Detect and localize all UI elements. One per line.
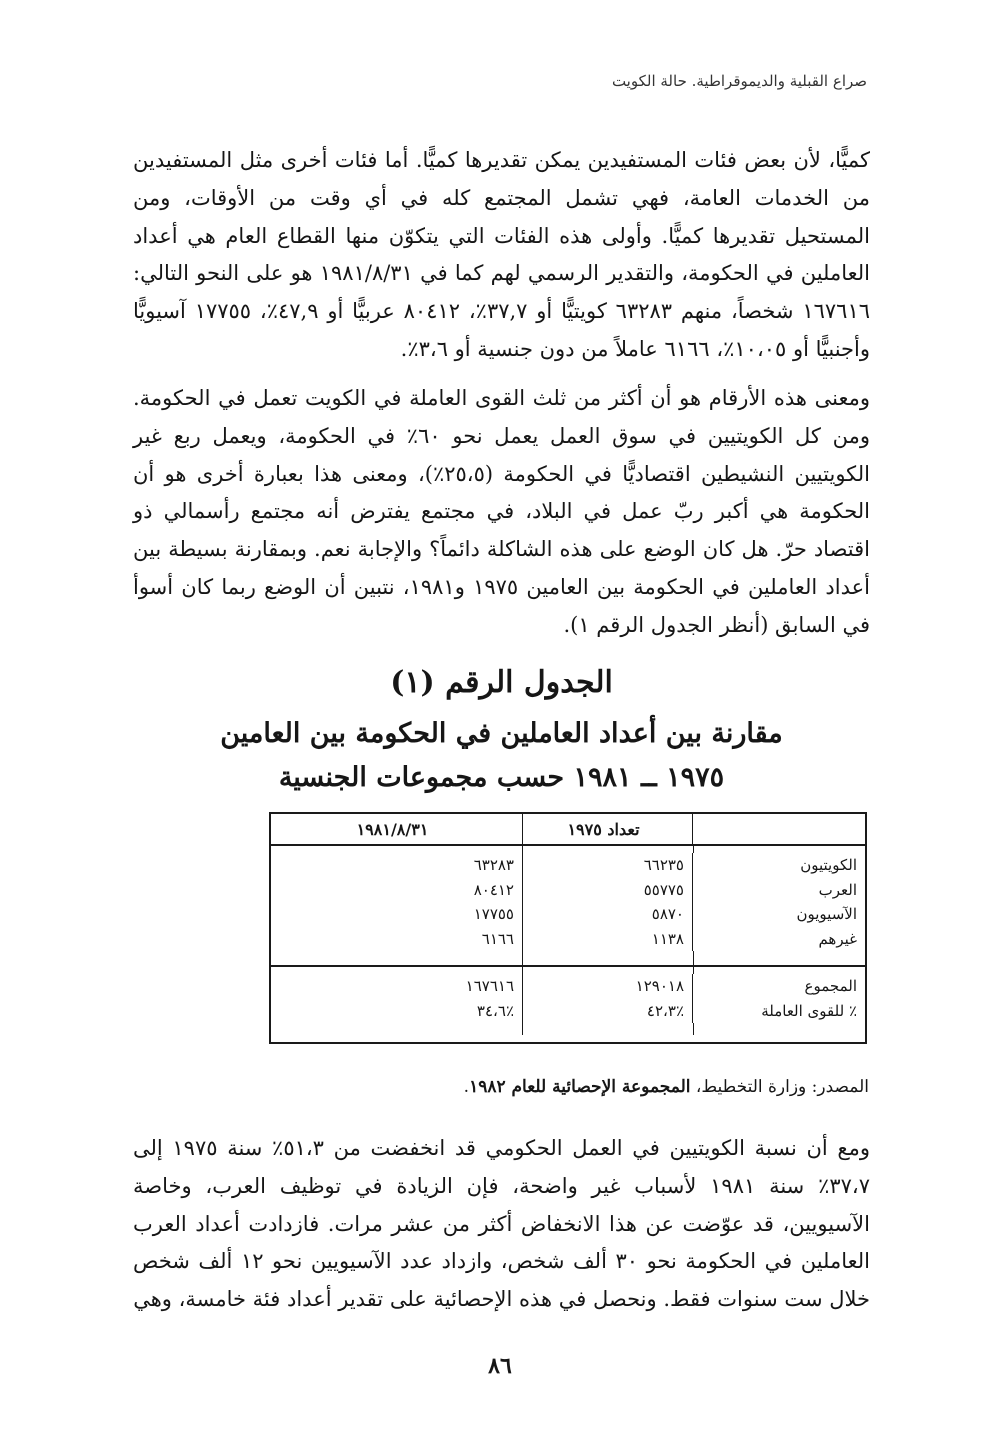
row-label: الآسيويون <box>796 905 857 924</box>
header-1975: تعداد ١٩٧٥ <box>523 814 693 844</box>
value-1975: ٥٨٧٠ <box>523 902 693 927</box>
source-title: المجموعة الإحصائية للعام ١٩٨٢ <box>469 1077 691 1097</box>
paragraph-2: ومعنى هذه الأرقام هو أن أكثر من ثلث القوى العاملة في الكويت تعمل في الحكومة. ومن كل الكويتيين في سوق العمل يعمل نحو ٦٠٪ في الحكومة، ويعمل ربع غير الكويتيين النشيطين اقتصاديًّا في الحكومة (٢٥،٥٪)، ومعنى هذا بعبارة أخرى هو أن الحكومة هي أكبر ربّ عمل في البلاد، في مجتمع يفترض أنه مجتمع رأسمالي ذو اقتصاد حرّ. هل كان الوضع على هذه الشاكلة دائماً؟ والإجابة نعم. وبمقارنة بسيطة بين أعداد العاملين في الحكومة بين العامين ١٩٧٥ و١٩٨١، نتبين أن الوضع ربما كان أسوأ في السابق (أنظر الجدول الرقم ١). <box>133 386 870 637</box>
table-caption-line-1: مقارنة بين أعداد العاملين في الحكومة بين العامين <box>220 718 783 749</box>
value-1981: ١٦٧٦١٦ <box>271 974 523 999</box>
value-1975: ١١٣٨ <box>523 927 693 952</box>
value-1975: ٪٤٢،٣ <box>523 999 693 1024</box>
paragraph-3: ومع أن نسبة الكويتيين في العمل الحكومي قد انخفضت من ٥١،٣٪ سنة ١٩٧٥ إلى ٣٧،٧٪ سنة ١٩٨١ لأسباب غير واضحة، فإن الزيادة في توظيف العرب، وخاصة الآسيويين، قد عوّضت عن هذا الانخفاض أكثر من عشر مرات. فازدادت أعداد العرب العاملين في الحكومة نحو ٣٠ ألف شخص، وازداد عدد الآسيويين نحو ١٢ ألف شخص خلال ست سنوات فقط. ونحصل في هذه الإحصائية على تقدير أعداد فئة خامسة، وهي <box>133 1136 870 1312</box>
value-1975: ١٢٩٠١٨ <box>523 974 693 999</box>
source-prefix: المصدر: وزارة التخطيط، <box>695 1077 869 1097</box>
value-1981: ٨٠٤١٢ <box>271 878 523 903</box>
row-label: العرب <box>818 880 857 899</box>
value-1981: ٦١٦٦ <box>271 927 523 952</box>
comparison-table <box>269 812 867 1044</box>
table-caption-number: الجدول الرقم (١) <box>390 665 613 700</box>
running-head: صراع القبلية والديموقراطية. حالة الكويت <box>611 72 867 90</box>
value-1975: ٥٥٧٧٥ <box>523 878 693 903</box>
value-1981: ٦٣٢٨٣ <box>271 853 523 878</box>
header-1981: ١٩٨١/٨/٣١ <box>271 814 523 844</box>
page-number: ٨٦ <box>488 1353 512 1379</box>
table-row <box>271 927 865 952</box>
source-suffix: . <box>463 1077 470 1097</box>
row-label: غيرهم <box>818 929 857 948</box>
table-row <box>271 853 865 878</box>
table-row <box>271 902 865 927</box>
table-row <box>271 878 865 903</box>
row-label: المجموع <box>804 977 857 996</box>
paragraph-1: كميًّا، لأن بعض فئات المستفيدين يمكن تقديرها كميًّا. أما فئات أخرى مثل المستفيدين من الخدمات العامة، فهي تشمل المجتمع كله في أي وقت من الأوقات، ومن المستحيل تقديرها كميًّا. وأولى هذه الفئات التي يتكوّن منها القطاع العام هي أعداد العاملين في الحكومة، والتقدير الرسمي لهم كما في ١٩٨١/٨/٣١ هو على النحو التالي: ١٦٧٦١٦ شخصاً، منهم ٦٣٢٨٣ كويتيًّا أو ٣٧,٧٪، ٨٠٤١٢ عربيًّا أو ٤٧,٩٪، ١٧٧٥٥ آسيويًّا وأجنبيًّا أو ١٠،٠٥٪، ٦١٦٦ عاملاً من دون جنسية أو ٣،٦٪. <box>133 148 871 361</box>
value-1981: ٪٣٤،٦ <box>271 999 523 1024</box>
table-percent-row <box>271 999 865 1024</box>
value-1975: ٦٦٢٣٥ <box>523 853 693 878</box>
table-source <box>464 1077 869 1097</box>
row-label: الكويتيون <box>800 856 857 875</box>
table-caption-line-2: ١٩٧٥ ــ ١٩٨١ حسب مجموعات الجنسية <box>278 762 725 793</box>
table-total-row <box>271 974 865 999</box>
row-label: ٪ للقوى العاملة <box>761 1001 857 1020</box>
table-header-row <box>271 814 865 846</box>
value-1981: ١٧٧٥٥ <box>271 902 523 927</box>
